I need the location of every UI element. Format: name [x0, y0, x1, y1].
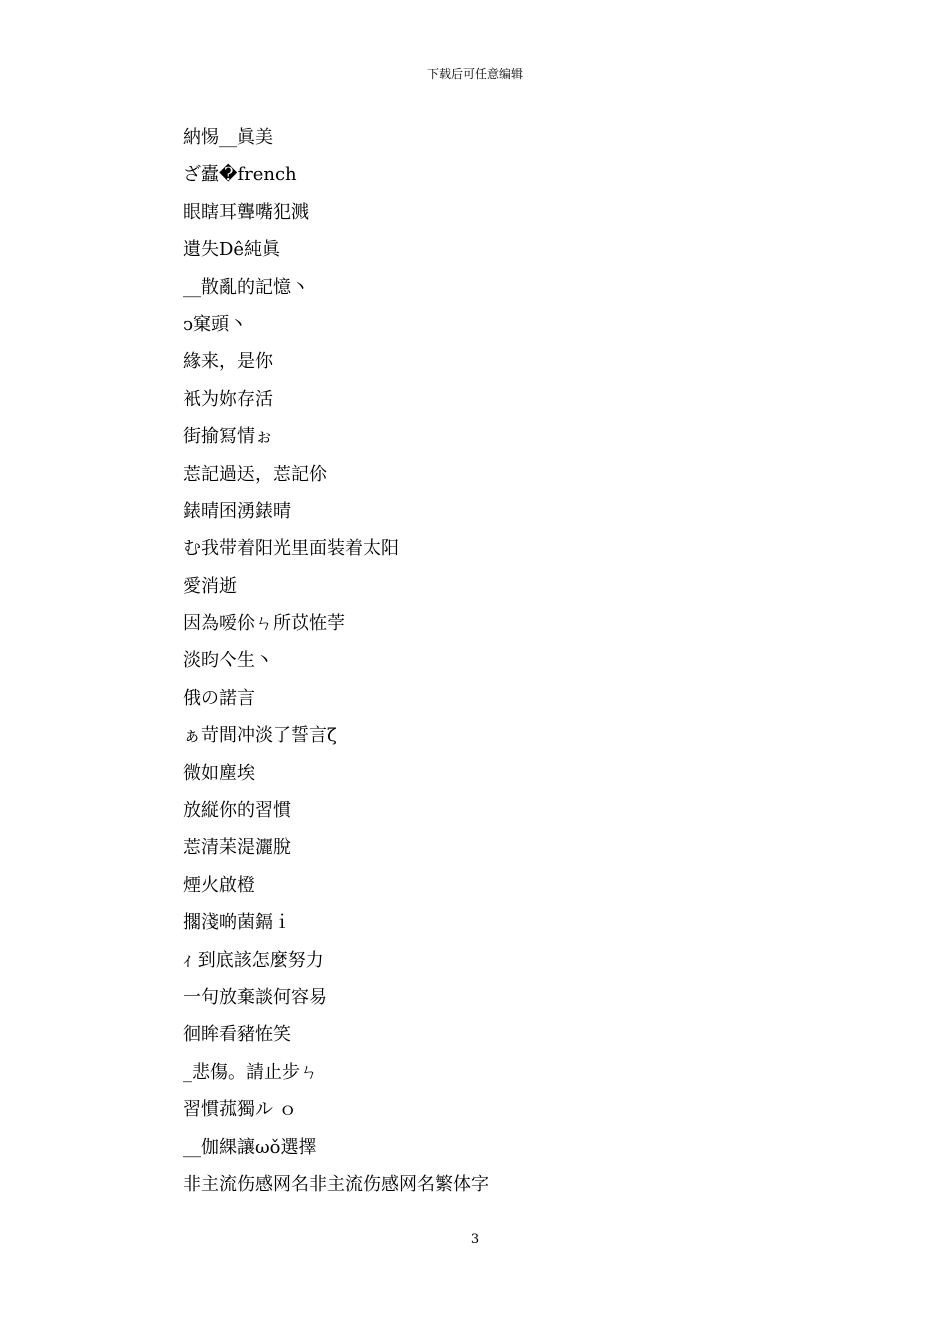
document-body [183, 122, 783, 1206]
text-line: 愛消逝 [183, 575, 237, 597]
text-line: 莣清苿湜灑脫 [183, 837, 291, 859]
text-line: む我带着阳光里面装着太阳 [183, 538, 399, 560]
text-line: 微如塵埃 [183, 762, 255, 784]
text-line: __伽綶讓ωǒ選擇 [183, 1136, 317, 1158]
text-line: ↄ窠頭丶 [183, 313, 248, 335]
text-line: 煙火啟橙 [183, 874, 255, 896]
text-line: 淡昀亽生丶 [183, 650, 273, 672]
page-header: 下载后可任意编辑 [426, 67, 523, 81]
text-line: 衹为妳存活 [183, 388, 273, 410]
text-line: 非主流伤感网名非主流伤感网名繁体字 [183, 1173, 489, 1195]
text-line: ぁ苛間冲淡了誓言ζ [183, 725, 337, 747]
text-line: 錶晴囨湧錶晴 [183, 500, 291, 522]
text-line: 擱淺啲菌鎘ｉ [183, 912, 291, 934]
text-line: 街揄冩情ぉ [183, 426, 273, 448]
text-line: 俄の諾言 [183, 687, 255, 709]
text-line: __散亂的記憶丶 [183, 276, 309, 298]
text-line: 一句放棄談何容易 [183, 986, 327, 1008]
text-line: 緣来，是你 [183, 351, 273, 373]
text-line: 因為嗳伱ㄣ所苡恠荢 [183, 613, 345, 635]
page-number: 3 [470, 1232, 480, 1247]
text-line: 眼瞎耳聾嘴犯溅 [183, 201, 309, 223]
text-line: 莣記過迗，莣記伱 [183, 463, 327, 485]
text-line: ざ蠹�french [183, 164, 297, 186]
text-line: 放縦你的習慣 [183, 800, 291, 822]
text-line: 遺失Dê純眞 [183, 239, 281, 261]
text-line: 徊眸看豬恠笑 [183, 1024, 291, 1046]
text-line: _悲傷。請止步ㄣ [183, 1061, 318, 1083]
text-line: ｨ 到底該怎麼努力 [183, 949, 324, 971]
text-line: 納惕__眞美 [183, 127, 273, 148]
text-line: 習慣菰獨ル ｏ [183, 1099, 297, 1121]
